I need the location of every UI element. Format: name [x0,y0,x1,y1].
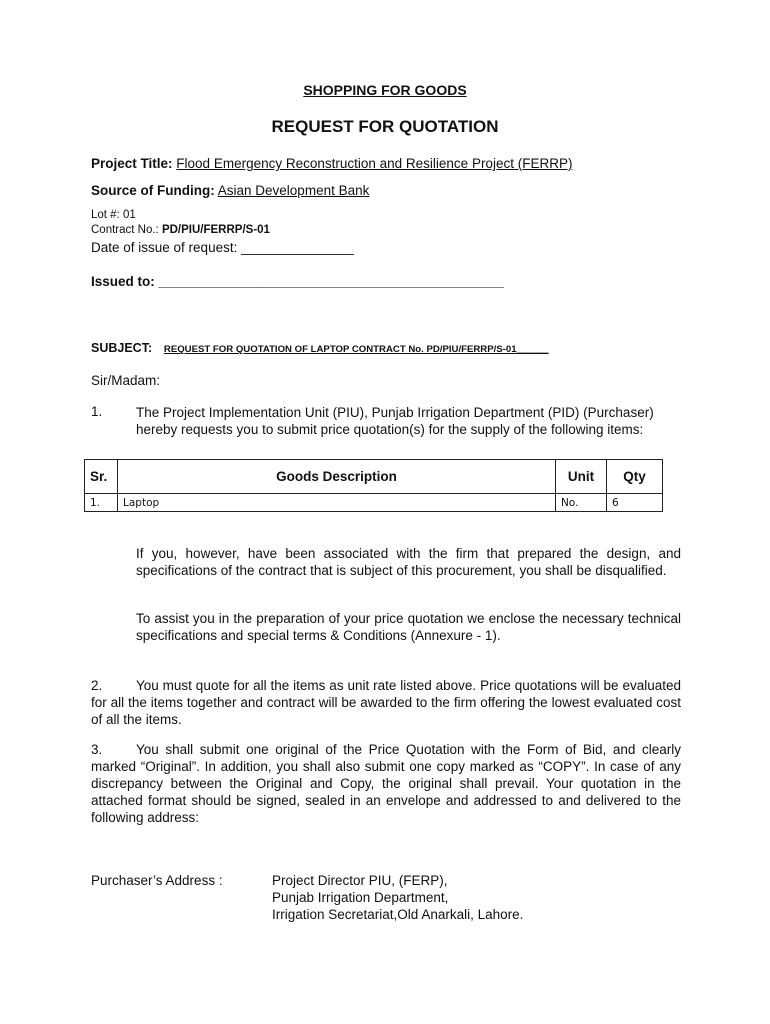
project-title-label: Project Title: [91,156,173,171]
para1-number: 1. [91,404,103,419]
cell-qty: 6 [607,494,663,512]
subject-text: REQUEST FOR QUOTATION OF LAPTOP CONTRACT No. PD/PIU/FERRP/S-01______ [163,344,549,355]
para3-number: 3. [91,742,103,757]
cell-description: Laptop [118,494,556,512]
table-header-row [85,460,663,494]
funding-label: Source of Funding: [91,183,215,198]
contract-line [91,224,270,236]
table-row [85,494,663,512]
cell-sr: 1. [85,494,118,512]
funding-value: Asian Development Bank [217,183,370,198]
header-sr: Sr. [85,460,118,494]
address-block [272,872,523,923]
issued-to: Issued to: ______________________________________________ [91,274,504,289]
assist-paragraph: To assist you in the preparation of your price quotation we enclose the necessary technical specifications and special terms & Conditions (Annexure - 1). [136,611,681,643]
header-description: Goods Description [118,460,556,494]
para1-line1: The Project Implementation Unit (PIU), Punjab Irrigation Department (PID) (Purchaser) [136,405,654,420]
address-line3: Irrigation Secretariat,Old Anarkali, Lahore. [272,907,524,922]
shopping-title: SHOPPING FOR GOODS [303,82,467,98]
items-table [84,459,663,512]
address-line1: Project Director PIU, (FERP), [272,873,448,888]
date-of-issue: Date of issue of request: _______________ [91,240,354,255]
funding-line [91,183,369,198]
contract-value: PD/PIU/FERRP/S-01 [161,224,270,236]
subject-label: SUBJECT: [91,341,153,355]
address-label: Purchaser’s Address : [91,873,223,888]
header-unit: Unit [556,460,607,494]
para1-text [136,404,681,438]
para2 [91,677,681,728]
contract-label: Contract No.: [91,224,159,236]
para2-text: You must quote for all the items as unit rate listed above. Price quotations will be evaluated for all the items together and contract will be awarded to the firm offering the lowest evaluated cost of all the items. [91,678,681,727]
para3-text: You shall submit one original of the Price Quotation with the Form of Bid, and clearly marked “Original”. In addition, you shall also submit one copy marked as “COPY”. In case of any discrepancy between the Original and Copy, the original shall prevail. Your quotation in the attached format should be signed, sealed in an envelope and addressed to and delivered to the following address: [91,742,681,825]
header-qty: Qty [607,460,663,494]
project-title-value: Flood Emergency Reconstruction and Resilience Project (FERRP) [176,156,573,171]
cell-unit: No. [556,494,607,512]
para2-number: 2. [91,678,103,693]
lot-number: Lot #: 01 [91,209,136,221]
subject-line [91,340,549,355]
para3 [91,741,681,826]
address-line2: Punjab Irrigation Department, [272,890,449,905]
page-title: REQUEST FOR QUOTATION [271,117,499,136]
salutation: Sir/Madam: [91,373,161,388]
project-title-line [91,156,572,171]
para1-line2: hereby requests you to submit price quotation(s) for the supply of the following items: [136,422,644,437]
association-paragraph: If you, however, have been associated with the firm that prepared the design, and specifications of the contract that is subject of this procurement, you shall be disqualified. [136,546,681,578]
